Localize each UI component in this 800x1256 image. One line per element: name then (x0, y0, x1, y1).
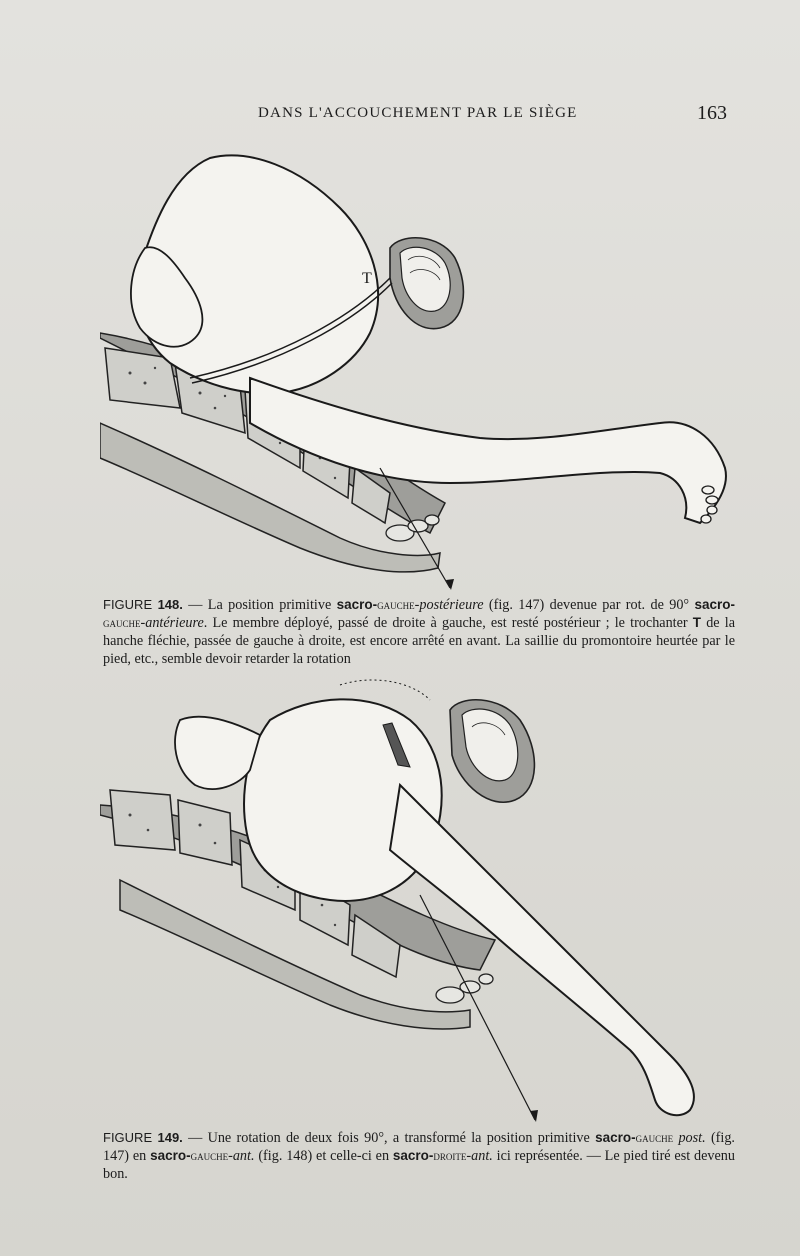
caption-148-text-3: . Le membre déployé, passé de droite à gauche, est resté postérieur ; le trochanter (203, 615, 693, 631)
caption-148-text-2: (fig. 147) devenue par rot. de 90° (483, 597, 695, 613)
caption-148-smallcaps-1: gauche (377, 597, 415, 612)
caption-149-smallcaps-3: droite (433, 1148, 467, 1163)
caption-148-bold-2: sacro- (694, 597, 736, 612)
figure-148-illustration (100, 138, 740, 593)
figure-149-drawing (100, 665, 740, 1125)
caption-149-bold-1: sacro- (595, 1130, 636, 1145)
figure-149-caption (103, 1129, 735, 1183)
page-number: 163 (697, 102, 727, 124)
caption-148-bold-3: T (692, 615, 702, 630)
caption-149-text-1: — Une rotation de deux fois 90°, a transformé la position primitive (182, 1130, 596, 1146)
caption-149-prefix: FIGURE (103, 1130, 158, 1145)
caption-149-text-3: (fig. 148) et celle-ci en (254, 1148, 393, 1164)
trochanter-label: T (362, 270, 372, 287)
caption-149-text-4: ici représentée. — Le pied tiré est devenu bon. (103, 1148, 735, 1182)
caption-148-number: 148. (157, 597, 183, 612)
figure-148-drawing (100, 138, 740, 593)
caption-149-bold-3: sacro- (392, 1148, 434, 1163)
caption-148-italic-1: -postérieure (414, 597, 484, 613)
dotted-contour (340, 680, 430, 700)
caption-148-text-1: — La position primitive (182, 597, 337, 613)
caption-148-italic-2: -antérieure (140, 615, 204, 631)
caption-148-smallcaps-2: gauche (103, 615, 141, 630)
figure-149-illustration (100, 665, 740, 1125)
caption-149-number: 149. (157, 1130, 183, 1145)
pubic-bone (450, 700, 534, 802)
caption-149-smallcaps-2: gauche (190, 1148, 229, 1163)
caption-149-italic-2: -ant. (228, 1148, 255, 1164)
caption-149-text-2: (fig. 147) en (103, 1130, 735, 1164)
fetus-extended-leg (250, 378, 726, 523)
caption-148-prefix: FIGURE (103, 597, 158, 612)
caption-149-italic-3: -ant. (466, 1148, 493, 1164)
coccyx (436, 974, 493, 1003)
running-header: DANS L'ACCOUCHEMENT PAR LE SIÈGE (258, 105, 578, 121)
figure-148-caption (103, 596, 735, 668)
caption-149-bold-2: sacro- (150, 1148, 191, 1163)
caption-148-text-4: de la hanche fléchie, passée de gauche à droite, est encore arrêté en avant. La saillie du promontoire heurtée par le pied, etc., semble devoir retarder la rotation (103, 615, 735, 667)
pubic-bone (390, 238, 463, 329)
caption-148-bold-1: sacro- (336, 597, 378, 612)
caption-149-italic-1: post. (678, 1130, 706, 1146)
caption-149-smallcaps-1: gauche (635, 1130, 674, 1145)
